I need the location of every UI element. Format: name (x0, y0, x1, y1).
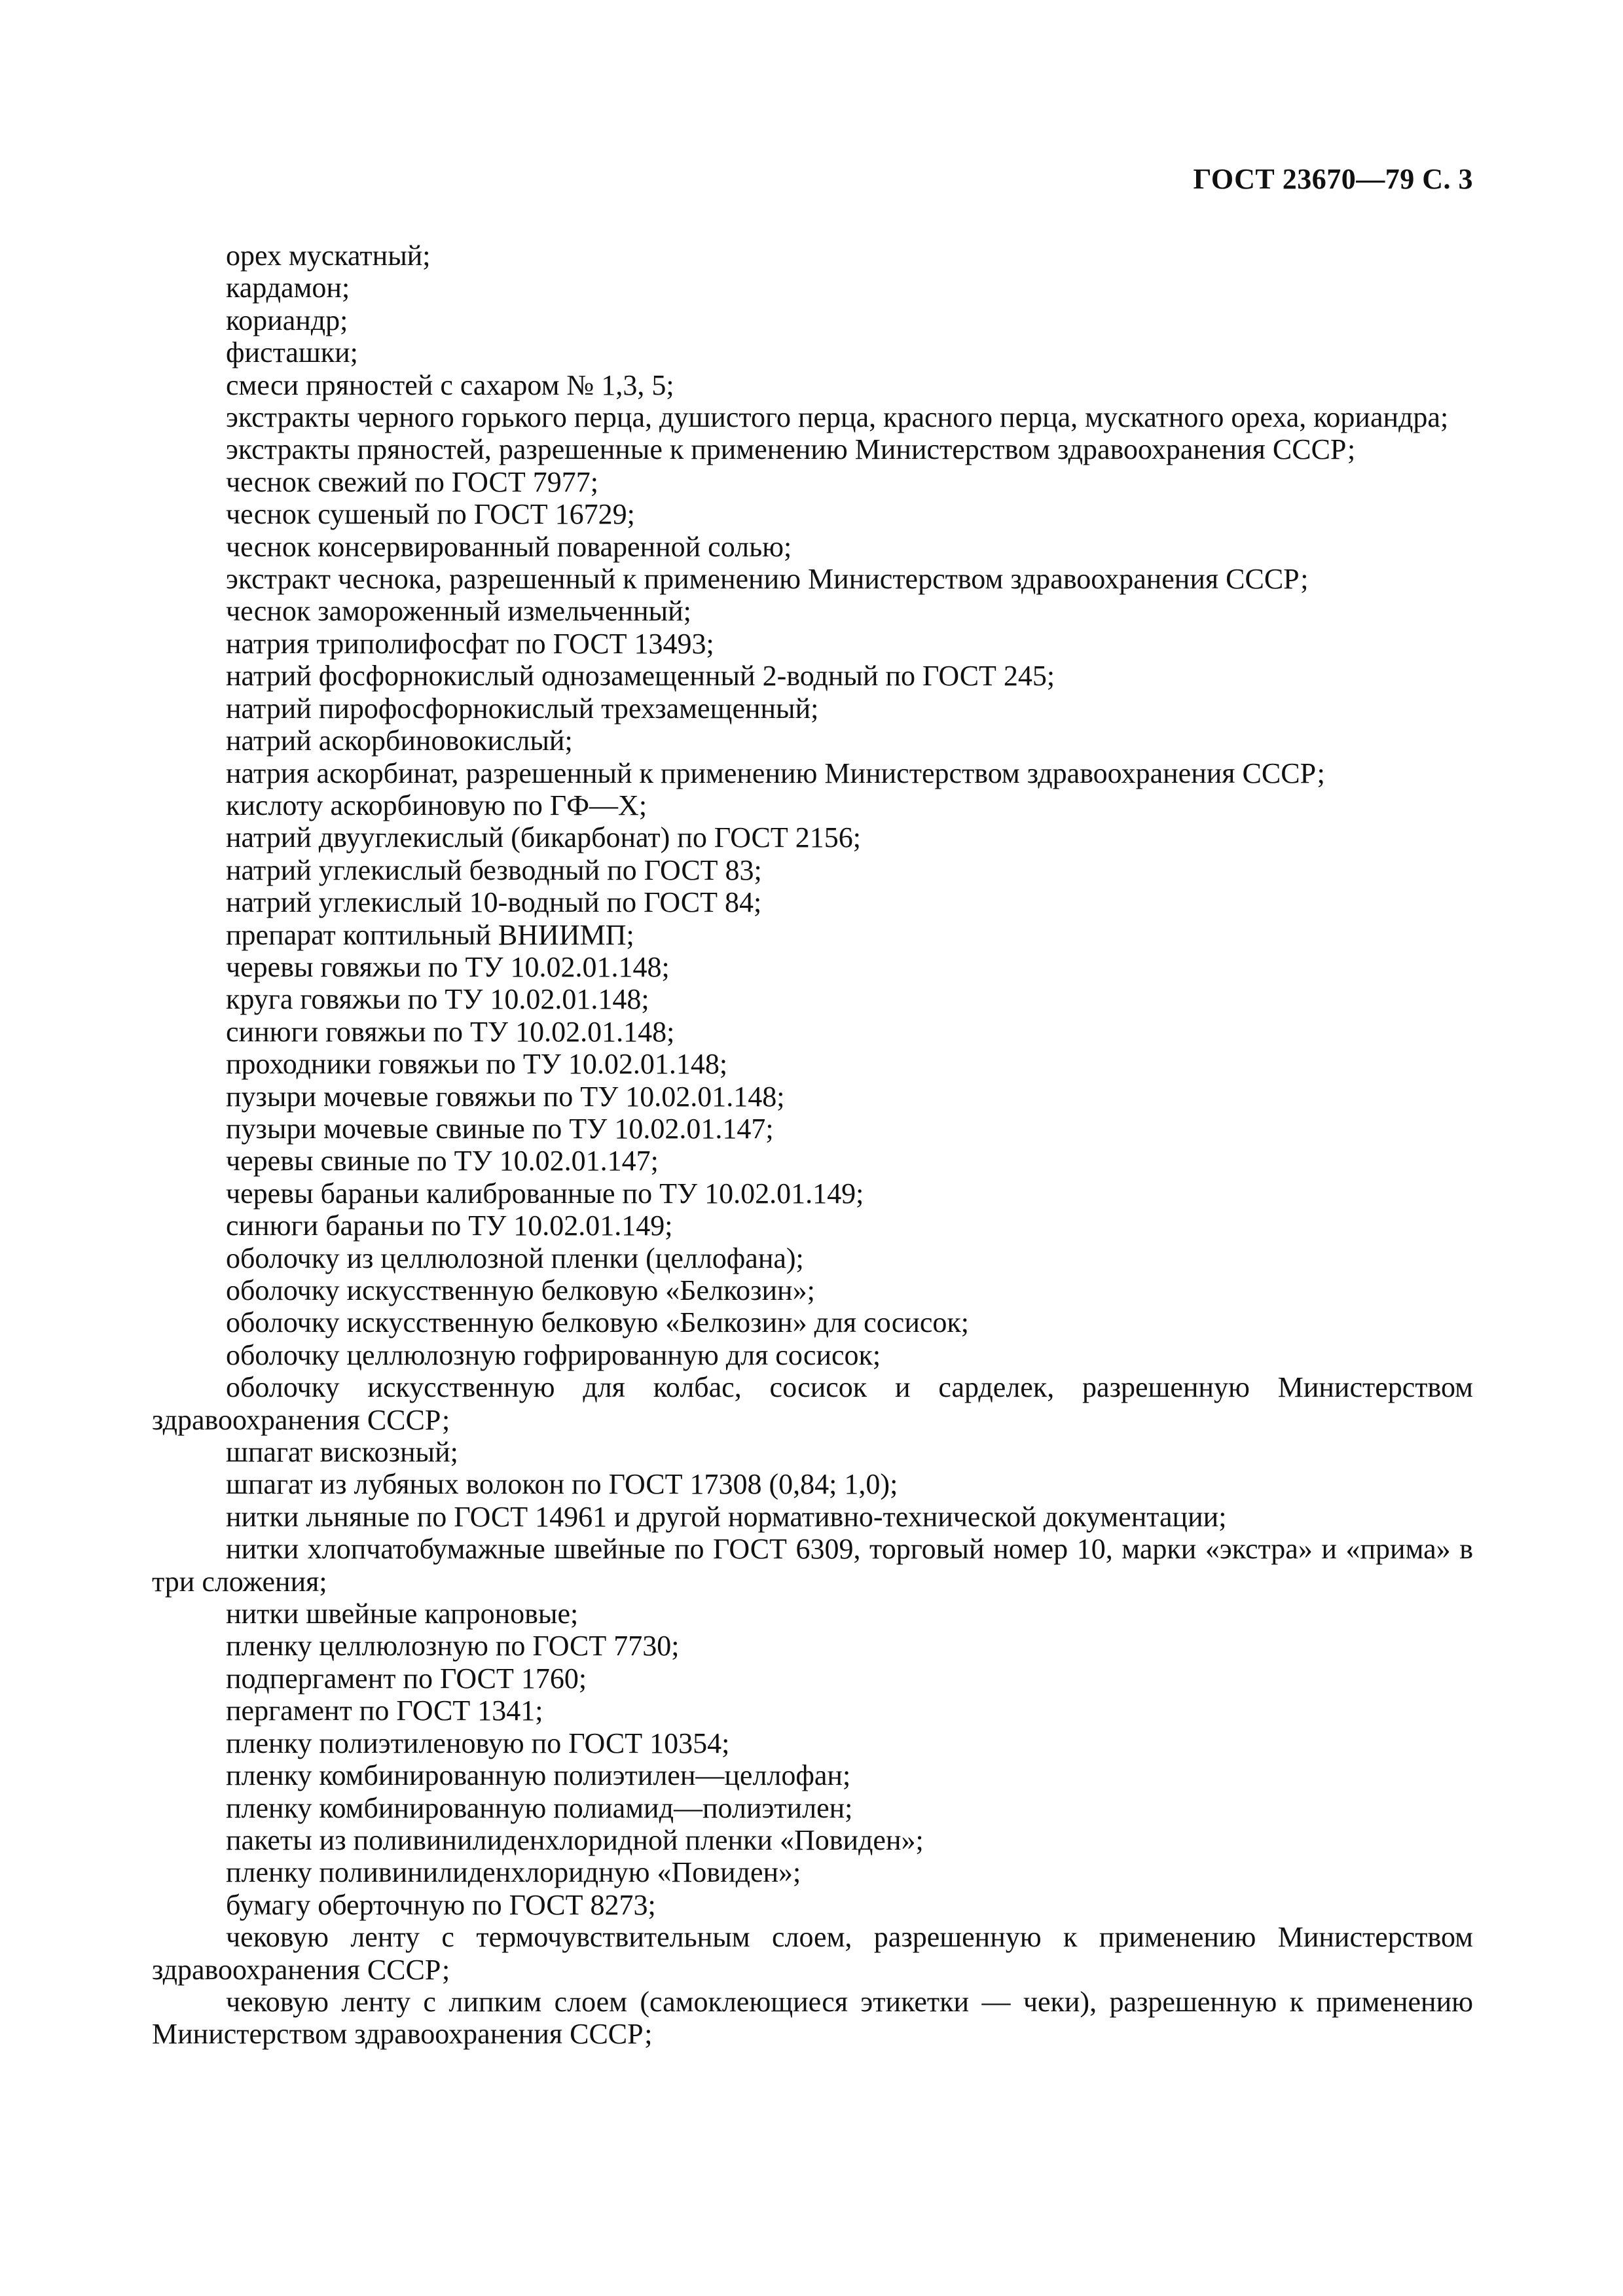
list-item: нитки льняные по ГОСТ 14961 и другой нормативно-технической документации; (226, 1500, 1227, 1533)
list-item: черевы свиные по ТУ 10.02.01.147; (226, 1145, 659, 1177)
list-item: натрий аскорбиновокислый; (226, 725, 573, 757)
list-item: кардамон; (226, 272, 350, 304)
list-item: оболочку целлюлозную гофрированную для сосисок; (226, 1338, 881, 1371)
list-item: чеснок замороженный измельченный; (226, 595, 691, 628)
list-item: экстракты пряностей, разрешенные к применению Министерством здравоохранения СССР; (226, 433, 1356, 466)
list-item: натрий пирофосфорнокислый трехзамещенный; (226, 692, 819, 725)
list-item: шпагат вискозный; (226, 1436, 458, 1469)
list-item: шпагат из лубяных волокон по ГОСТ 17308 (0,84; 1,0); (226, 1468, 898, 1501)
list-item: черевы бараньи калиброванные по ТУ 10.02.01.149; (226, 1177, 864, 1210)
list-item: нитки швейные капроновые; (226, 1598, 579, 1630)
list-item: круга говяжьи по ТУ 10.02.01.148; (226, 983, 649, 1016)
list-item: пленку поливинилиденхлоридную «Повиден»; (226, 1856, 801, 1889)
list-item: оболочку из целлюлозной пленки (целлофана); (226, 1242, 804, 1274)
list-item: экстракт чеснока, разрешенный к применению Министерством здравоохранения СССР; (226, 563, 1309, 596)
list-item: пленку комбинированную полиэтилен—целлофан; (226, 1759, 851, 1792)
list-item: оболочку искусственную для колбас, сосисок и сарделек, разрешенную Министерством здравоохранения СССР; (152, 1371, 1473, 1436)
list-item: синюги бараньи по ТУ 10.02.01.149; (226, 1210, 673, 1242)
list-item: пузыри мочевые свиные по ТУ 10.02.01.147; (226, 1112, 774, 1145)
list-item: кориандр; (226, 304, 348, 336)
list-item: пленку целлюлозную по ГОСТ 7730; (226, 1630, 680, 1662)
list-item: смеси пряностей с сахаром № 1,3, 5; (226, 368, 674, 401)
list-item: орех мускатный; (226, 240, 431, 272)
list-item: пакеты из поливинилиденхлоридной пленки «Повиден»; (226, 1823, 924, 1856)
list-item: чеснок свежий по ГОСТ 7977; (226, 465, 598, 498)
list-item: препарат коптильный ВНИИМП; (226, 918, 634, 951)
list-item: пузыри мочевые говяжьи по ТУ 10.02.01.148; (226, 1080, 785, 1113)
list-item: пергамент по ГОСТ 1341; (226, 1695, 543, 1727)
list-item: синюги говяжьи по ТУ 10.02.01.148; (226, 1015, 675, 1048)
list-item: натрий углекислый 10-водный по ГОСТ 84; (226, 886, 762, 919)
page-header: ГОСТ 23670—79 С. 3 (1193, 163, 1473, 195)
list-item: пленку полиэтиленовую по ГОСТ 10354; (226, 1727, 730, 1759)
list-item: натрия аскорбинат, разрешенный к применению Министерством здравоохранения СССР; (226, 757, 1325, 789)
list-item: бумагу оберточную по ГОСТ 8273; (226, 1888, 656, 1921)
list-item: фисташки; (226, 336, 358, 369)
list-item: натрий двууглекислый (бикарбонат) по ГОСТ 2156; (226, 821, 861, 854)
list-item: чековую ленту с липким слоем (самоклеющиеся этикетки — чеки), разрешенную к применению Министерством здравоохранения СССР; (152, 1985, 1473, 2051)
list-item: натрия триполифосфат по ГОСТ 13493; (226, 627, 714, 660)
list-item: натрий фосфорнокислый однозамещенный 2-водный по ГОСТ 245; (226, 660, 1055, 692)
list-item: кислоту аскорбиновую по ГФ—X; (226, 789, 647, 821)
list-item: чеснок консервированный поваренной солью; (226, 530, 792, 563)
list-item: черевы говяжьи по ТУ 10.02.01.148; (226, 950, 670, 983)
list-item: оболочку искусственную белковую «Белкозин»; (226, 1274, 815, 1306)
material-list (152, 240, 1473, 2051)
list-item: чековую ленту с термочувствительным слоем, разрешенную к применению Министерством здравоохранения СССР; (152, 1921, 1473, 1986)
list-item: проходники говяжьи по ТУ 10.02.01.148; (226, 1048, 728, 1081)
list-item: подпергамент по ГОСТ 1760; (226, 1662, 587, 1695)
list-item: нитки хлопчатобумажные швейные по ГОСТ 6309, торговый номер 10, марки «экстра» и «прима» в три сложения; (152, 1533, 1473, 1598)
list-item: пленку комбинированную полиамид—полиэтилен; (226, 1791, 853, 1824)
list-item: чеснок сушеный по ГОСТ 16729; (226, 498, 635, 531)
list-item: экстракты черного горького перца, душистого перца, красного перца, мускатного ореха, кориандра; (226, 401, 1449, 434)
list-item: оболочку искусственную белковую «Белкозин» для сосисок; (226, 1306, 969, 1339)
list-item: натрий углекислый безводный по ГОСТ 83; (226, 853, 762, 886)
